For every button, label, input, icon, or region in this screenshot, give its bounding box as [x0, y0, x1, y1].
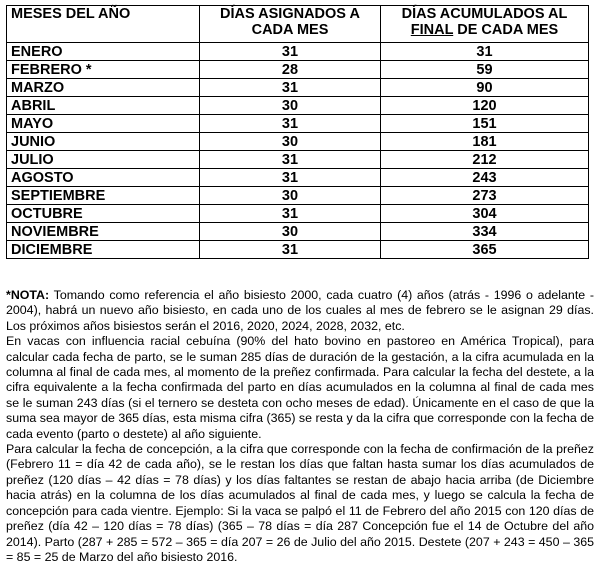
days-cell: 31	[200, 115, 381, 133]
days-cell: 28	[200, 61, 381, 79]
cumulative-cell: 90	[381, 79, 589, 97]
cumulative-cell: 273	[381, 187, 589, 205]
cumulative-cell: 59	[381, 61, 589, 79]
cumulative-cell: 151	[381, 115, 589, 133]
cumulative-cell: 212	[381, 151, 589, 169]
days-cell: 31	[200, 169, 381, 187]
table-row	[7, 241, 589, 259]
table-row	[7, 97, 589, 115]
table-row	[7, 205, 589, 223]
days-cell: 31	[200, 241, 381, 259]
conception-paragraph: Para calcular la fecha de concepción, a la cifra que corresponde con la fecha de confirmación de la preñez (Febrero 11 = día 42 de cada año), se le restan los días que faltan hasta sumar los días acumulados de preñez (120 días – 42 días = 78 días) y los días faltantes se restan de abajo hacia arriba (de Diciembre hacia atrás) en la columna de los días acumulados al final de cada mes, y luego se calcula la fecha de concepción para cada vientre. Ejemplo: Si la vaca se palpó el 11 de Febrero del año 2015 con 120 días de preñez (día 42 – 120 días = 78 días) (365 – 78 días = día 287 Concepción fue el 14 de Octubre del año 2014). Parto (287 + 285 = 572 – 365 = día 207 = 26 de Julio del año 2015. Destete (207 + 243 = 450 – 365 = 85 = 25 de Marzo del año bisiesto 2016.	[6, 442, 594, 564]
note-label: *NOTA:	[6, 288, 50, 302]
month-cell: ENERO	[7, 43, 200, 61]
table-header-row	[7, 6, 589, 43]
days-cell: 30	[200, 133, 381, 151]
month-cell: OCTUBRE	[7, 205, 200, 223]
header-assigned-days: DÍAS ASIGNADOS A CADA MES	[200, 6, 381, 43]
days-cell: 30	[200, 187, 381, 205]
days-cell: 30	[200, 97, 381, 115]
table-row	[7, 43, 589, 61]
cumulative-cell: 243	[381, 169, 589, 187]
cumulative-cell: 120	[381, 97, 589, 115]
cumulative-cell: 304	[381, 205, 589, 223]
gestation-paragraph: En vacas con influencia racial cebuína (90% del hato bovino en pastoreo en América Tropical), para calcular cada fecha de parto, se le suman 285 días de duración de la gestación, a la cifra acumulada en la columna al final de cada mes, al momento de la preñez confirmada. Para calcular la fecha del destete, a la cifra equivalente a la fecha confirmada del parto en días acumulados en la columna al final de cada mes se le suman 243 días (si el ternero se desteta con ocho meses de edad). Únicamente en el caso de que la suma sea mayor de 365 días, esta misma cifra (365) se resta y da la cifra que corresponde con la fecha de cada evento (parto o destete) al año siguiente.	[6, 334, 594, 441]
month-cell: ABRIL	[7, 97, 200, 115]
header-months: MESES DEL AÑO	[7, 6, 200, 43]
days-cell: 31	[200, 151, 381, 169]
month-cell: MAYO	[7, 115, 200, 133]
notes-section	[6, 288, 594, 565]
month-cell: MARZO	[7, 79, 200, 97]
days-cell: 31	[200, 205, 381, 223]
month-cell: SEPTIEMBRE	[7, 187, 200, 205]
month-cell: JULIO	[7, 151, 200, 169]
table-row	[7, 169, 589, 187]
cumulative-cell: 31	[381, 43, 589, 61]
header-cumulative-days: DÍAS ACUMULADOS AL FINAL DE CADA MES	[381, 6, 589, 43]
underlined-final: FINAL	[410, 22, 454, 38]
cumulative-cell: 334	[381, 223, 589, 241]
month-cell: NOVIEMBRE	[7, 223, 200, 241]
month-cell: JUNIO	[7, 133, 200, 151]
table-row	[7, 79, 589, 97]
days-cell: 31	[200, 43, 381, 61]
table-row	[7, 115, 589, 133]
month-cell: FEBRERO *	[7, 61, 200, 79]
table-row	[7, 187, 589, 205]
month-cell: AGOSTO	[7, 169, 200, 187]
note-paragraph: *NOTA: Tomando como referencia el año bisiesto 2000, cada cuatro (4) años (atrás - 1996 o adelante - 2004), habrá un nuevo año bisiesto, en cada uno de los cuales al mes de febrero se le asignan 29 días. Los próximos años bisiestos serán el 2016, 2020, 2024, 2028, 2032, etc.	[6, 288, 594, 333]
months-table	[6, 5, 589, 259]
days-cell: 31	[200, 79, 381, 97]
cumulative-cell: 365	[381, 241, 589, 259]
table-row	[7, 133, 589, 151]
days-cell: 30	[200, 223, 381, 241]
table-row	[7, 223, 589, 241]
cumulative-cell: 181	[381, 133, 589, 151]
table-row	[7, 61, 589, 79]
month-cell: DICIEMBRE	[7, 241, 200, 259]
table-row	[7, 151, 589, 169]
